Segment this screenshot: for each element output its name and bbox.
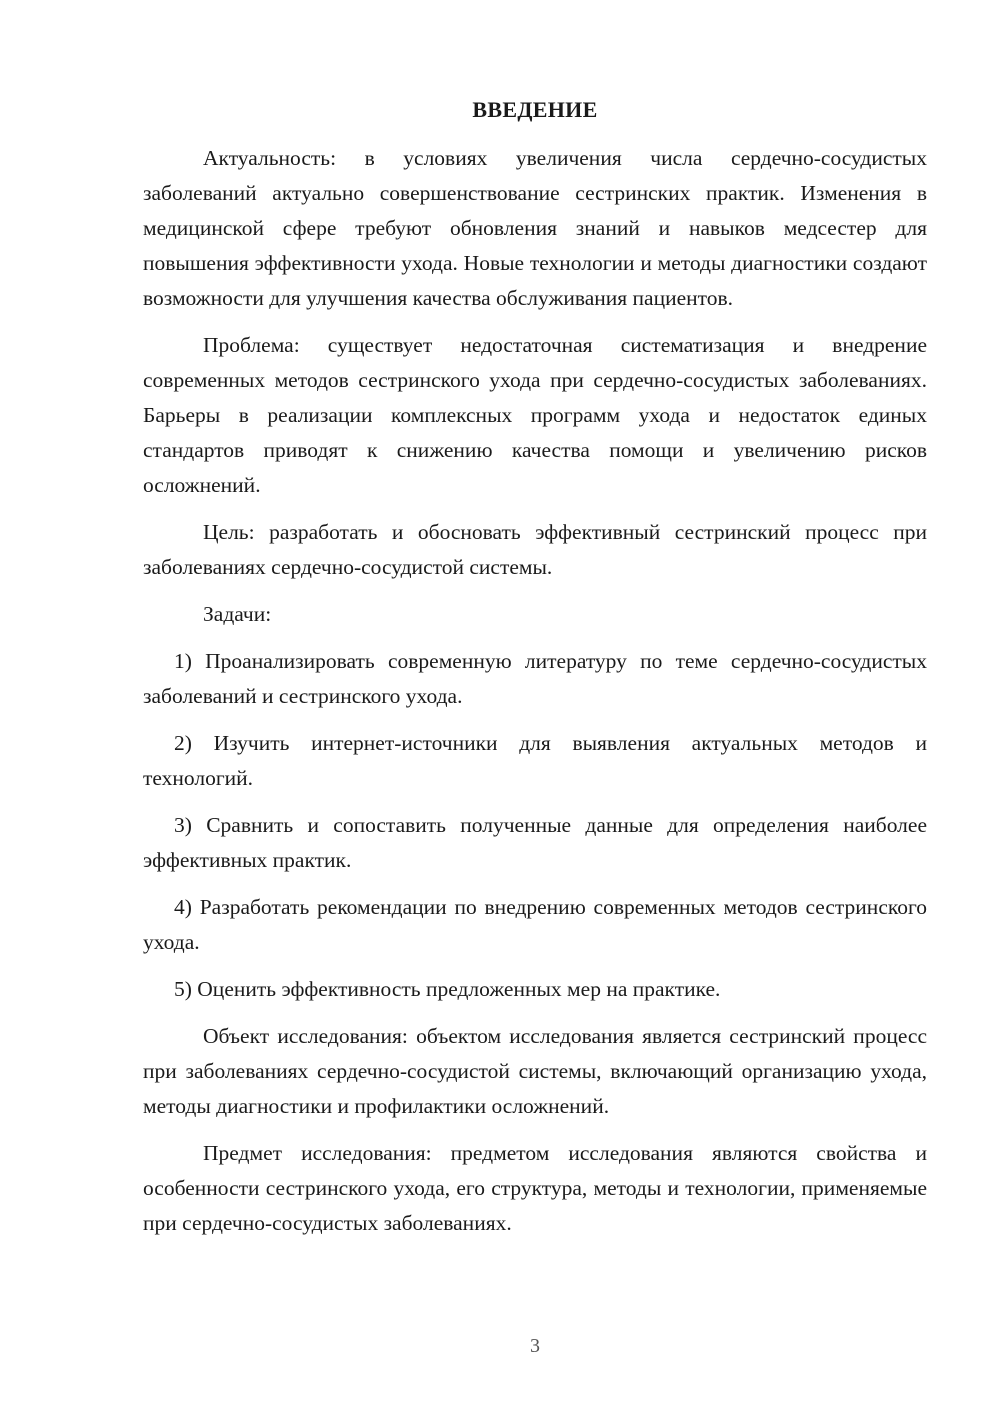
task-item-2: 2) Изучить интернет-источники для выявления актуальных методов и технологий. bbox=[143, 731, 927, 790]
document-page bbox=[143, 95, 927, 1253]
subject-paragraph: Предмет исследования: предметом исследования являются свойства и особенности сестринского ухода, его структура, методы и технологии, применяемые при сердечно-сосудистых заболеваниях. bbox=[143, 1141, 927, 1235]
page-number: 3 bbox=[530, 1335, 540, 1357]
tasks-title: Задачи: bbox=[203, 602, 272, 626]
object-paragraph: Объект исследования: объектом исследования является сестринский процесс при заболеваниях сердечно-сосудистой системы, включающий организацию ухода, методы диагностики и профилактики осложнений. bbox=[143, 1024, 927, 1118]
task-item-5: 5) Оценить эффективность предложенных мер на практике. bbox=[174, 977, 721, 1001]
relevance-paragraph: Актуальность: в условиях увеличения числа сердечно-сосудистых заболеваний актуально совершенствование сестринских практик. Изменения в медицинской сфере требуют обновления знаний и навыков медсестер для повышения эффективности ухода. Новые технологии и методы диагностики создают возможности для улучшения качества обслуживания пациентов. bbox=[143, 146, 927, 310]
problem-paragraph: Проблема: существует недостаточная систематизация и внедрение современных методов сестринского ухода при сердечно-сосудистых заболеваниях. Барьеры в реализации комплексных программ ухода и недостаток единых стандартов приводят к снижению качества помощи и увеличению рисков осложнений. bbox=[143, 333, 927, 497]
task-item-1: 1) Проанализировать современную литературу по теме сердечно-сосудистых заболеваний и сестринского ухода. bbox=[143, 649, 927, 708]
goal-paragraph: Цель: разработать и обосновать эффективный сестринский процесс при заболеваниях сердечно-сосудистой системы. bbox=[143, 520, 927, 579]
section-heading: ВВЕДЕНИЕ bbox=[472, 97, 598, 122]
task-item-3: 3) Сравнить и сопоставить полученные данные для определения наиболее эффективных практик. bbox=[143, 813, 927, 872]
task-item-4: 4) Разработать рекомендации по внедрению современных методов сестринского ухода. bbox=[143, 895, 927, 954]
